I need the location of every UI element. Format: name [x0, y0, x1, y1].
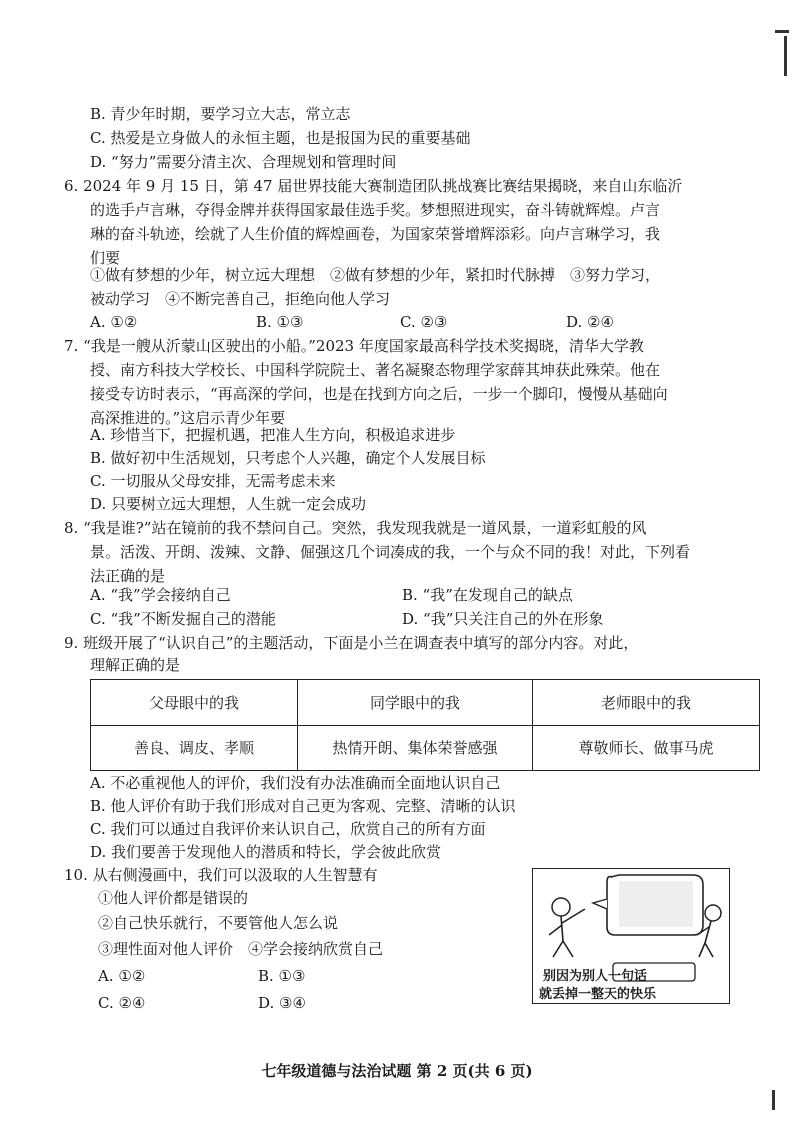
- q6-stem-line-3: 琳的奋斗轨迹，绘就了人生价值的辉煌画卷，为国家荣誉增辉添彩。向卢言琳学习，我: [90, 225, 661, 243]
- self-evaluation-table: [90, 679, 760, 771]
- q8-option-d: D. “我”只关注自己的外在形象: [402, 610, 604, 628]
- q6-stem-line-4: 们要: [90, 249, 121, 267]
- q7-stem-line-4: 高深推进的。”这启示青少年要: [90, 409, 286, 427]
- q8-option-a: A. “我”学会接纳自己: [90, 586, 231, 604]
- q8-stem-line-3: 法正确的是: [90, 567, 166, 585]
- cartoon-illustration: [532, 868, 730, 1004]
- q9-option-b: B. 他人评价有助于我们形成对自己更为客观、完整、清晰的认识: [90, 797, 516, 815]
- q8-stem-line-1: 8. “我是谁?”站在镜前的我不禁问自己。突然，我发现我就是一道风景，一道彩虹般的风: [64, 519, 647, 537]
- q9-option-c: C. 我们可以通过自我评价来认识自己，欣赏自己的所有方面: [90, 820, 486, 838]
- q7-option-c: C. 一切服从父母安排，无需考虑未来: [90, 472, 336, 490]
- table-cell: 善良、调皮、孝顺: [91, 725, 298, 771]
- q10-item-3: ③理性面对他人评价 ④学会接纳欣赏自己: [98, 940, 384, 958]
- q10-option-b: B. ①③: [258, 967, 306, 985]
- q7-stem-line-3: 接受专访时表示，“再高深的学问，也是在找到方向之后，一步一个脚印，慢慢从基础向: [90, 385, 668, 403]
- q7-option-b: B. 做好初中生活规划，只考虑个人兴趣，确定个人发展目标: [90, 449, 486, 467]
- q5-option-b: B. 青少年时期，要学习立大志，常立志: [90, 105, 351, 123]
- q8-option-b: B. “我”在发现自己的缺点: [402, 586, 573, 604]
- scan-edge-mark-top: [775, 30, 789, 33]
- q6-items-line-1: ①做有梦想的少年，树立远大理想 ②做有梦想的少年，紧扣时代脉搏 ③努力学习，: [90, 266, 661, 284]
- q9-option-a: A. 不必重视他人的评价，我们没有办法准确而全面地认识自己: [90, 774, 501, 792]
- q7-option-a: A. 珍惜当下，把握机遇，把准人生方向，积极追求进步: [90, 426, 456, 444]
- table-cell: 尊敬师长、做事马虎: [533, 725, 760, 771]
- q6-option-b: B. ①③: [256, 313, 304, 331]
- q6-items-line-2: 被动学习 ④不断完善自己，拒绝向他人学习: [90, 290, 391, 308]
- q10-stem: 10. 从右侧漫画中，我们可以汲取的人生智慧有: [64, 866, 378, 884]
- table-cell: 热情开朗、集体荣誉感强: [298, 725, 533, 771]
- q10-option-c: C. ②④: [98, 994, 146, 1012]
- q6-option-d: D. ②④: [566, 313, 614, 331]
- q6-option-a: A. ①②: [90, 313, 138, 331]
- q10-option-d: D. ③④: [258, 994, 306, 1012]
- q6-stem-line-2: 的选手卢言琳，夺得金牌并获得国家最佳选手奖。梦想照进现实，奋斗铸就辉煌。卢言: [90, 201, 661, 219]
- cartoon-caption-line-2: 就丢掉一整天的快乐: [539, 987, 657, 1002]
- table-header-cell: 父母眼中的我: [91, 680, 298, 726]
- q10-option-a: A. ①②: [98, 967, 146, 985]
- q9-stem-line-2: 理解正确的是: [90, 656, 181, 674]
- scan-edge-mark-bottom: [772, 1090, 775, 1110]
- q7-stem-line-2: 授、南方科技大学校长、中国科学院院士、著名凝聚态物理学家薛其坤获此殊荣。他在: [90, 361, 661, 379]
- q10-item-2: ②自己快乐就行，不要管他人怎么说: [98, 914, 339, 932]
- q10-item-1: ①他人评价都是错误的: [98, 889, 249, 907]
- scan-edge-mark-right: [784, 36, 787, 76]
- q6-stem-line-1: 6. 2024 年 9 月 15 日，第 47 届世界技能大赛制造团队挑战赛比赛结果揭晓，来自山东临沂: [64, 177, 683, 195]
- table-header-cell: 同学眼中的我: [298, 680, 533, 726]
- q5-option-c: C. 热爱是立身做人的永恒主题，也是报国为民的重要基础: [90, 129, 471, 147]
- q7-option-d: D. 只要树立远大理想，人生就一定会成功: [90, 495, 367, 513]
- q9-option-d: D. 我们要善于发现他人的潜质和特长，学会彼此欣赏: [90, 843, 442, 861]
- page-footer: 七年级道德与法治试题 第 2 页(共 6 页): [261, 1062, 533, 1080]
- q7-stem-line-1: 7. “我是一艘从沂蒙山区驶出的小船。”2023 年度国家最高科学技术奖揭晓，清华大学教: [64, 337, 644, 355]
- q8-stem-line-2: 景。活泼、开朗、泼辣、文静、倔强这几个词凑成的我，一个与众不同的我！对此，下列看: [90, 543, 691, 561]
- table-header-cell: 老师眼中的我: [533, 680, 760, 726]
- q5-option-d: D. “努力”需要分清主次、合理规划和管理时间: [90, 153, 397, 171]
- cartoon-caption-line-1: 别因为别人一句话: [543, 969, 648, 984]
- q9-stem-line-1: 9. 班级开展了“认识自己”的主题活动，下面是小兰在调查表中填写的部分内容。对此，: [64, 634, 639, 652]
- table-row: [91, 725, 760, 771]
- q6-option-c: C. ②③: [400, 313, 448, 331]
- table-header-row: [91, 680, 760, 726]
- q8-option-c: C. “我”不断发掘自己的潜能: [90, 610, 276, 628]
